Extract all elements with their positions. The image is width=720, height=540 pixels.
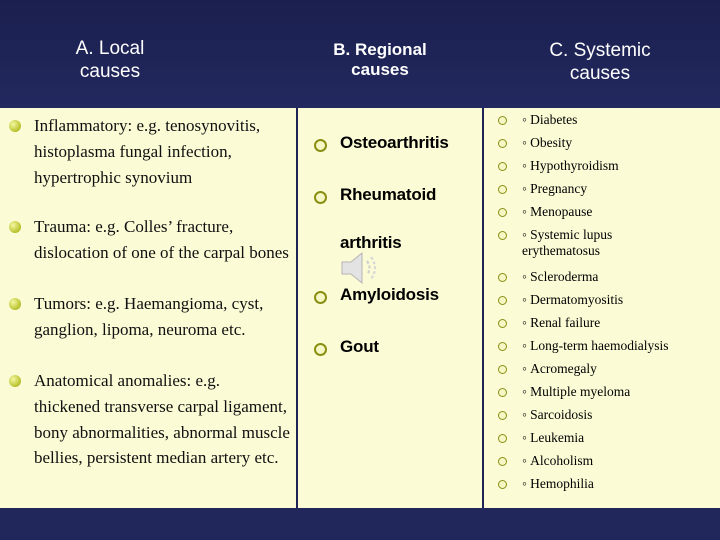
systemic-item: ◦ Leukemia xyxy=(522,430,584,446)
footer-bar xyxy=(0,508,720,540)
systemic-item: ◦ Renal failure xyxy=(522,315,600,331)
systemic-item: ◦ Pregnancy xyxy=(522,181,587,197)
bullet-icon xyxy=(498,480,507,489)
systemic-item: ◦ Obesity xyxy=(522,135,572,151)
bullet-icon xyxy=(498,319,507,328)
systemic-item: ◦ Acromegaly xyxy=(522,361,597,377)
heading-regional-causes: B. Regional causes xyxy=(333,40,427,80)
bullet-icon xyxy=(498,139,507,148)
bullet-icon xyxy=(498,208,507,217)
regional-causes-panel xyxy=(298,108,482,508)
bullet-icon xyxy=(498,231,507,240)
bullet-icon xyxy=(314,343,327,356)
systemic-item: ◦ Multiple myeloma xyxy=(522,384,630,400)
systemic-item: ◦ Hypothyroidism xyxy=(522,158,619,174)
systemic-item: ◦ Dermatomyositis xyxy=(522,292,623,308)
heading-systemic-causes: C. Systemic causes xyxy=(549,40,651,84)
bullet-icon xyxy=(498,342,507,351)
bullet-icon xyxy=(314,139,327,152)
bullet-icon xyxy=(314,291,327,304)
regional-item-rheumatoid: Rheumatoid xyxy=(340,185,437,204)
systemic-item: ◦ Alcoholism xyxy=(522,453,593,469)
list-item: Trauma: e.g. Colles’ fracture, dislocation of one of the carpal bones xyxy=(34,214,290,266)
list-item: Tumors: e.g. Haemangioma, cyst, ganglion, lipoma, neuroma etc. xyxy=(34,291,290,343)
bullet-icon xyxy=(498,457,507,466)
bullet-icon xyxy=(498,296,507,305)
bullet-icon xyxy=(498,365,507,374)
systemic-item: ◦ Diabetes xyxy=(522,112,577,128)
bullet-icon xyxy=(9,221,21,233)
systemic-item: ◦ Systemic lupus erythematosus xyxy=(522,227,612,259)
list-item: Anatomical anomalies: e.g. thickened transverse carpal ligament, bony abnormalities, abnormal muscle bellies, persistent median artery etc. xyxy=(34,368,290,471)
bullet-icon xyxy=(9,120,21,132)
systemic-causes-panel xyxy=(484,108,720,508)
heading-local-causes: A. Local causes xyxy=(75,38,145,82)
systemic-item: ◦ Scleroderma xyxy=(522,269,598,285)
systemic-item: ◦ Long-term haemodialysis xyxy=(522,338,669,354)
bullet-icon xyxy=(498,185,507,194)
bullet-icon xyxy=(498,434,507,443)
regional-item-amyloidosis: Amyloidosis xyxy=(340,285,439,304)
bullet-icon xyxy=(498,162,507,171)
regional-item-gout: Gout xyxy=(340,337,379,356)
list-item: Inflammatory: e.g. tenosynovitis, histoplasma fungal infection, hypertrophic synovium xyxy=(34,113,290,190)
systemic-item: ◦ Menopause xyxy=(522,204,592,220)
systemic-item: ◦ Hemophilia xyxy=(522,476,594,492)
bullet-icon xyxy=(314,191,327,204)
bullet-icon xyxy=(498,116,507,125)
bullet-icon xyxy=(498,411,507,420)
speaker-icon[interactable] xyxy=(338,248,386,288)
systemic-item: ◦ Sarcoidosis xyxy=(522,407,592,423)
local-causes-panel xyxy=(0,108,296,508)
bullet-icon xyxy=(9,375,21,387)
bullet-icon xyxy=(498,388,507,397)
regional-item-osteoarthritis: Osteoarthritis xyxy=(340,133,449,152)
bullet-icon xyxy=(9,298,21,310)
bullet-icon xyxy=(498,273,507,282)
regional-item-arthritis: arthritis xyxy=(340,233,402,252)
